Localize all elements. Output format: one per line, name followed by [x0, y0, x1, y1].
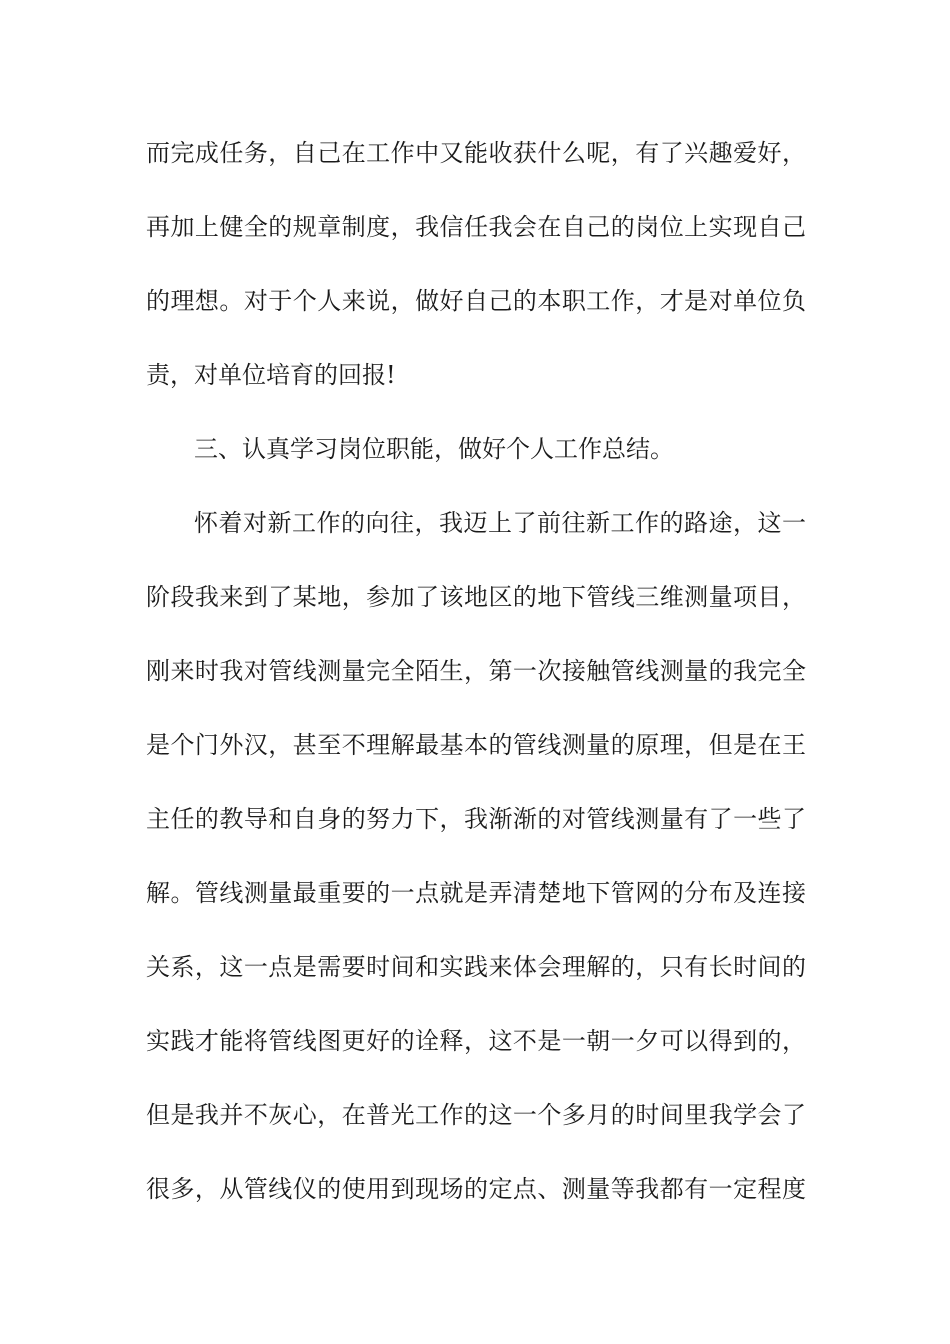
- paragraph-line: 刚来时我对管线测量完全陌生，第一次接触管线测量的我完全: [146, 657, 806, 685]
- paragraph-line: 阶段我来到了某地，参加了该地区的地下管线三维测量项目，: [146, 583, 806, 611]
- paragraph-line: 关系，这一点是需要时间和实践来体会理解的，只有长时间的: [146, 953, 806, 981]
- paragraph-line: 很多，从管线仪的使用到现场的定点、测量等我都有一定程度: [146, 1175, 806, 1203]
- paragraph-line: 责，对单位培育的回报!: [146, 361, 396, 389]
- paragraph-line: 主任的教导和自身的努力下，我渐渐的对管线测量有了一些了: [146, 805, 806, 833]
- paragraph-line: 解。管线测量最重要的一点就是弄清楚地下管网的分布及连接: [146, 879, 806, 907]
- paragraph-line: 而完成任务，自己在工作中又能收获什么呢，有了兴趣爱好，: [146, 139, 806, 167]
- paragraph-line: 怀着对新工作的向往，我迈上了前往新工作的路途，这一: [194, 509, 806, 537]
- paragraph-line: 是个门外汉，甚至不理解最基本的管线测量的原理，但是在王: [146, 731, 806, 759]
- section-heading: 三、认真学习岗位职能，做好个人工作总结。: [194, 435, 674, 463]
- paragraph-line: 实践才能将管线图更好的诠释，这不是一朝一夕可以得到的，: [146, 1027, 806, 1055]
- paragraph-line: 的理想。对于个人来说，做好自己的本职工作，才是对单位负: [146, 287, 806, 315]
- paragraph-line: 但是我并不灰心，在普光工作的这一个多月的时间里我学会了: [146, 1101, 806, 1129]
- paragraph-line: 再加上健全的规章制度，我信任我会在自己的岗位上实现自己: [146, 213, 806, 241]
